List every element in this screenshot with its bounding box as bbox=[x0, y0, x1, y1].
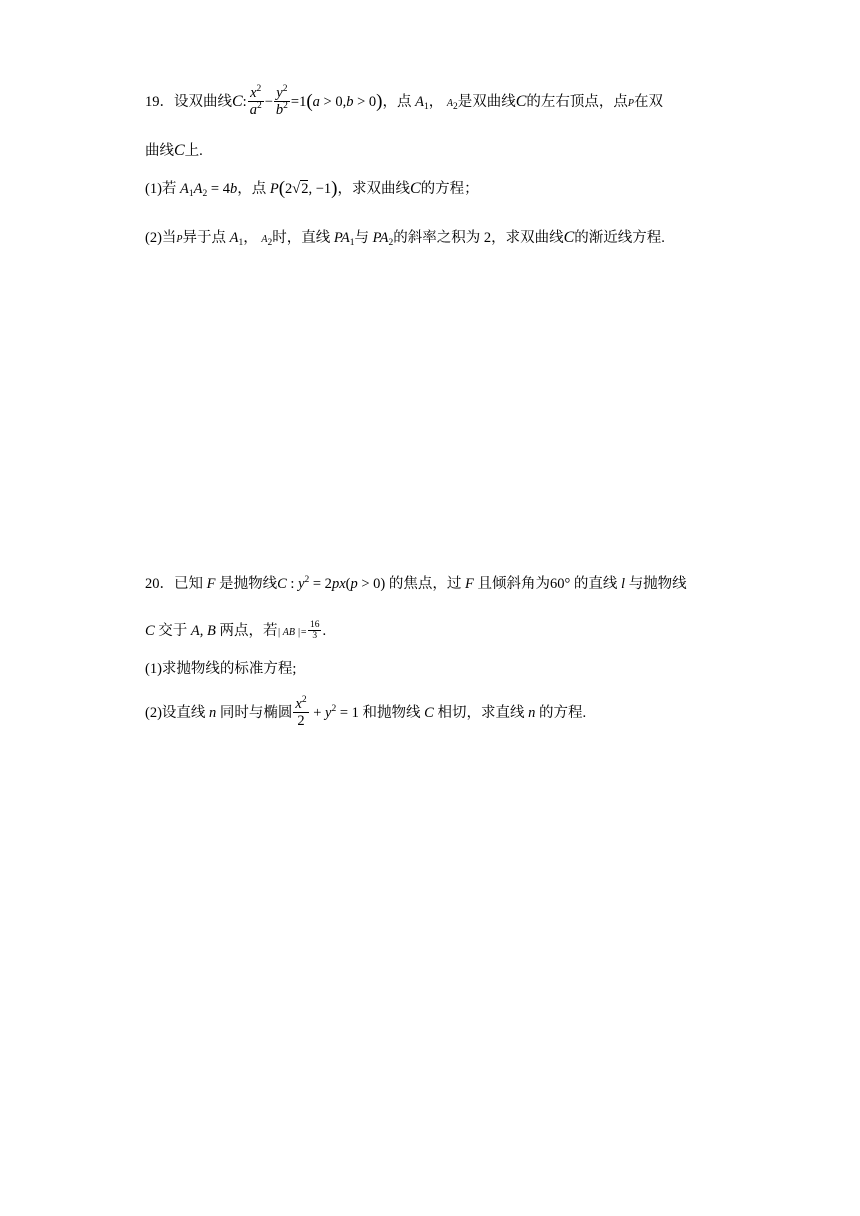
q20-line-1: 20．已知 F 是抛物线C : $y^2 = 2px(p > 0)$ 的焦点，过 F 且倾斜角为60° 的直线 l 与抛物线 bbox=[145, 575, 687, 592]
q19-number: 19． bbox=[145, 93, 174, 110]
q20-line-2: C 交于 A, B 两点，若| AB |= $\frac{16}{3}$ . bbox=[145, 620, 327, 642]
q20-part-1: (1)求抛物线的标准方程; bbox=[145, 661, 297, 677]
q20-frac-16-3: $\frac{16}{3}$ bbox=[309, 620, 320, 642]
q19-part-2: (2)当P异于点 $A_1$， $A_2$时，直线 $PA_1$与 $PA_2$的斜率之积为 2，求双曲线C的渐近线方程. bbox=[145, 229, 665, 248]
q19-frac-x: $\frac{x^2}{a^2}$ bbox=[249, 84, 262, 118]
q19-line-2: 曲线C上. bbox=[145, 142, 203, 159]
q20-frac-x2-2: $\frac{x^2}{2}$ bbox=[295, 695, 307, 729]
q19-part-1: (1)若 $A_1A_2 = 4b$，点 P(2√2, −1)，求双曲线C的方程； bbox=[145, 178, 479, 199]
q20-number: 20． bbox=[145, 576, 174, 592]
q19-frac-y: $\frac{y^2}{b^2}$ bbox=[275, 84, 288, 118]
q19-line-1: 19．设双曲线C: $\frac{x^2}{a^2}$ − $\frac{y^2}{b^2}$ =1(a > 0,b > 0)，点 $A_1$， $A_2$是双曲线C的左右顶点，点P在双 bbox=[145, 84, 663, 118]
q20-part-2: (2)设直线 n 同时与椭圆 $\frac{x^2}{2}$ + $y^2 = 1$ 和抛物线 C 相切，求直线 n 的方程. bbox=[145, 695, 587, 729]
